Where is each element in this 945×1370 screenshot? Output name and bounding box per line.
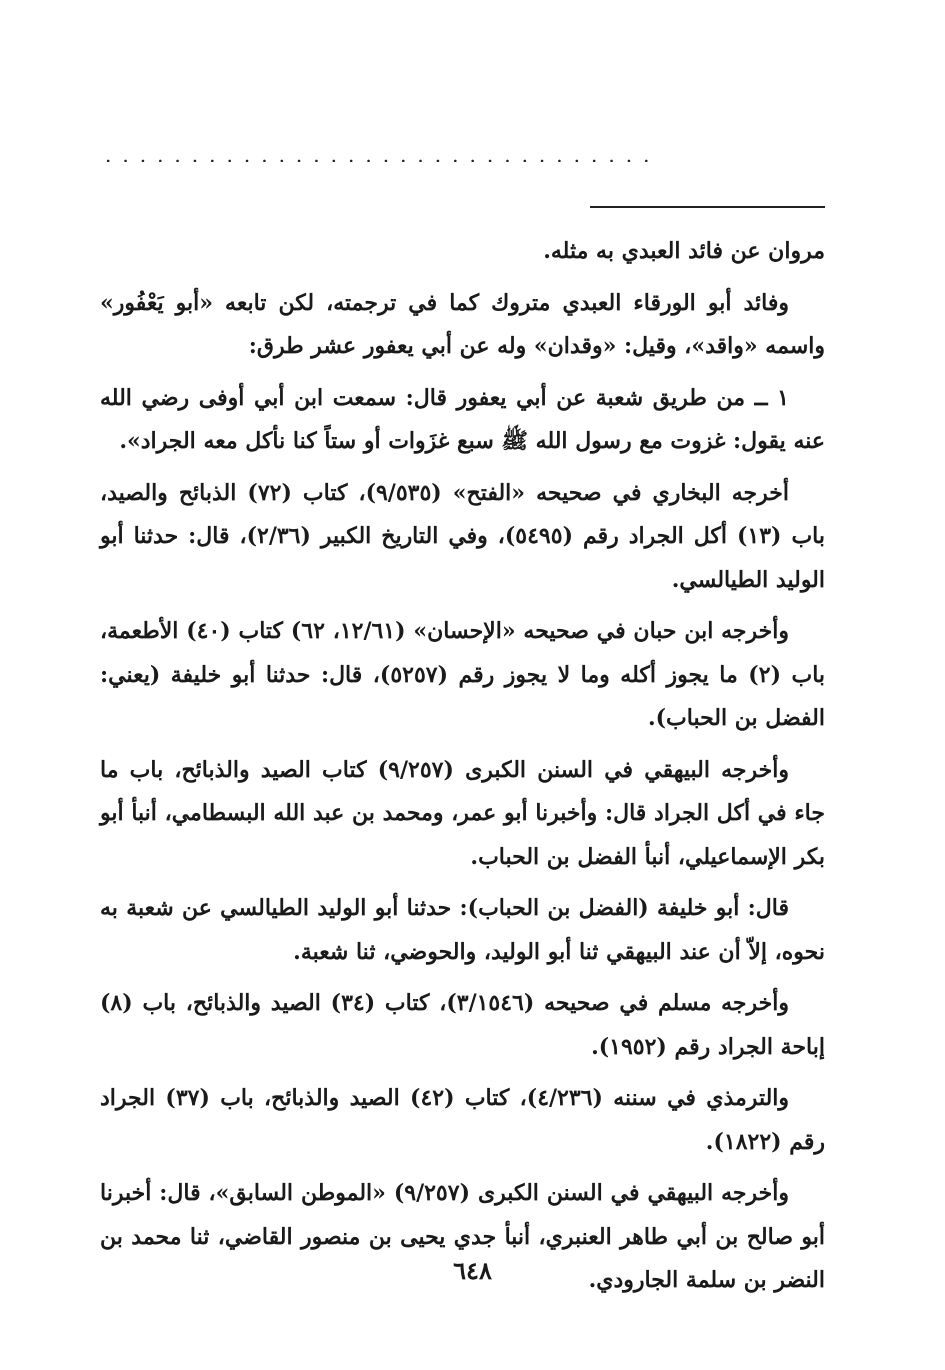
- paragraph: وأخرجه ابن حبان في صحيحه «الإحسان» (١٢/٦١، ٦٢) كتاب (٤٠) الأطعمة، باب (٢) ما يجوز أكله وما لا يجوز رقم (٥٢٥٧)، قال: حدثنا أبو خليفة (يعني: الفضل بن الحباب).: [100, 618, 826, 731]
- paragraph: وأخرجه البيهقي في السنن الكبرى (٩/٢٥٧) كتاب الصيد والذبائح، باب ما جاء في أكل الجراد قال: وأخبرنا أبو عمر، ومحمد بن عبد الله البسطامي، أنبأ أبو بكر الإسماعيلي، أنبأ الفضل بن الحباب.: [100, 756, 825, 870]
- page-number: ٦٤٨: [453, 1256, 492, 1285]
- paragraph: والترمذي في سننه (٤/٢٣٦)، كتاب (٤٢) الصيد والذبائح، باب (٣٧) الجراد رقم (١٨٢٢).: [100, 1085, 825, 1155]
- paragraph: مروان عن فائد العبدي به مثله.: [543, 238, 825, 264]
- paragraph: وأخرجه البيهقي في السنن الكبرى (٩/٢٥٧) «الموطن السابق»، قال: أخبرنا أبو صالح بن أبي طاهر العنبري، أنبأ جدي يحيى بن منصور القاضي، ثنا محمد بن النضر بن سلمة الجارودي.: [100, 1180, 825, 1293]
- paragraph: أخرجه البخاري في صحيحه «الفتح» (٩/٥٣٥)، كتاب (٧٢) الذبائح والصيد، باب (١٣) أكل الجراد رقم (٥٤٩٥)، وفي التاريخ الكبير (٢/٣٦)، قال: حدثنا أبو الوليد الطيالسي.: [100, 479, 825, 593]
- footnote-rule: [590, 206, 825, 208]
- paragraph: ١ ــ من طريق شعبة عن أبي يعفور قال: سمعت ابن أبي أوفى رضي الله عنه يقول: غزوت مع رسول الله ﷺ سبع غزَوات أو ستاً كنا نأكل معه الجراد».: [100, 384, 825, 454]
- paragraph: قال: أبو خليفة (الفضل بن الحباب): حدثنا أبو الوليد الطيالسي عن شعبة به نحوه، إلاّ أن عند البيهقي ثنا أبو الوليد، والحوضي، ثنا شعبة.: [100, 895, 825, 965]
- paragraph: وأخرجه مسلم في صحيحه (٣/١٥٤٦)، كتاب (٣٤) الصيد والذبائح، باب (٨) إباحة الجراد رقم (١٩٥٢).: [100, 990, 825, 1060]
- dotted-separator: ................................: [105, 148, 661, 162]
- paragraph: وفائد أبو الورقاء العبدي متروك كما في ترجمته، لكن تابعه «أبو يَعْفُور» واسمه «واقد»، وقيل: «وقدان» وله عن أبي يعفور عشر طرق:: [100, 289, 825, 359]
- footnote-body: [100, 230, 825, 1311]
